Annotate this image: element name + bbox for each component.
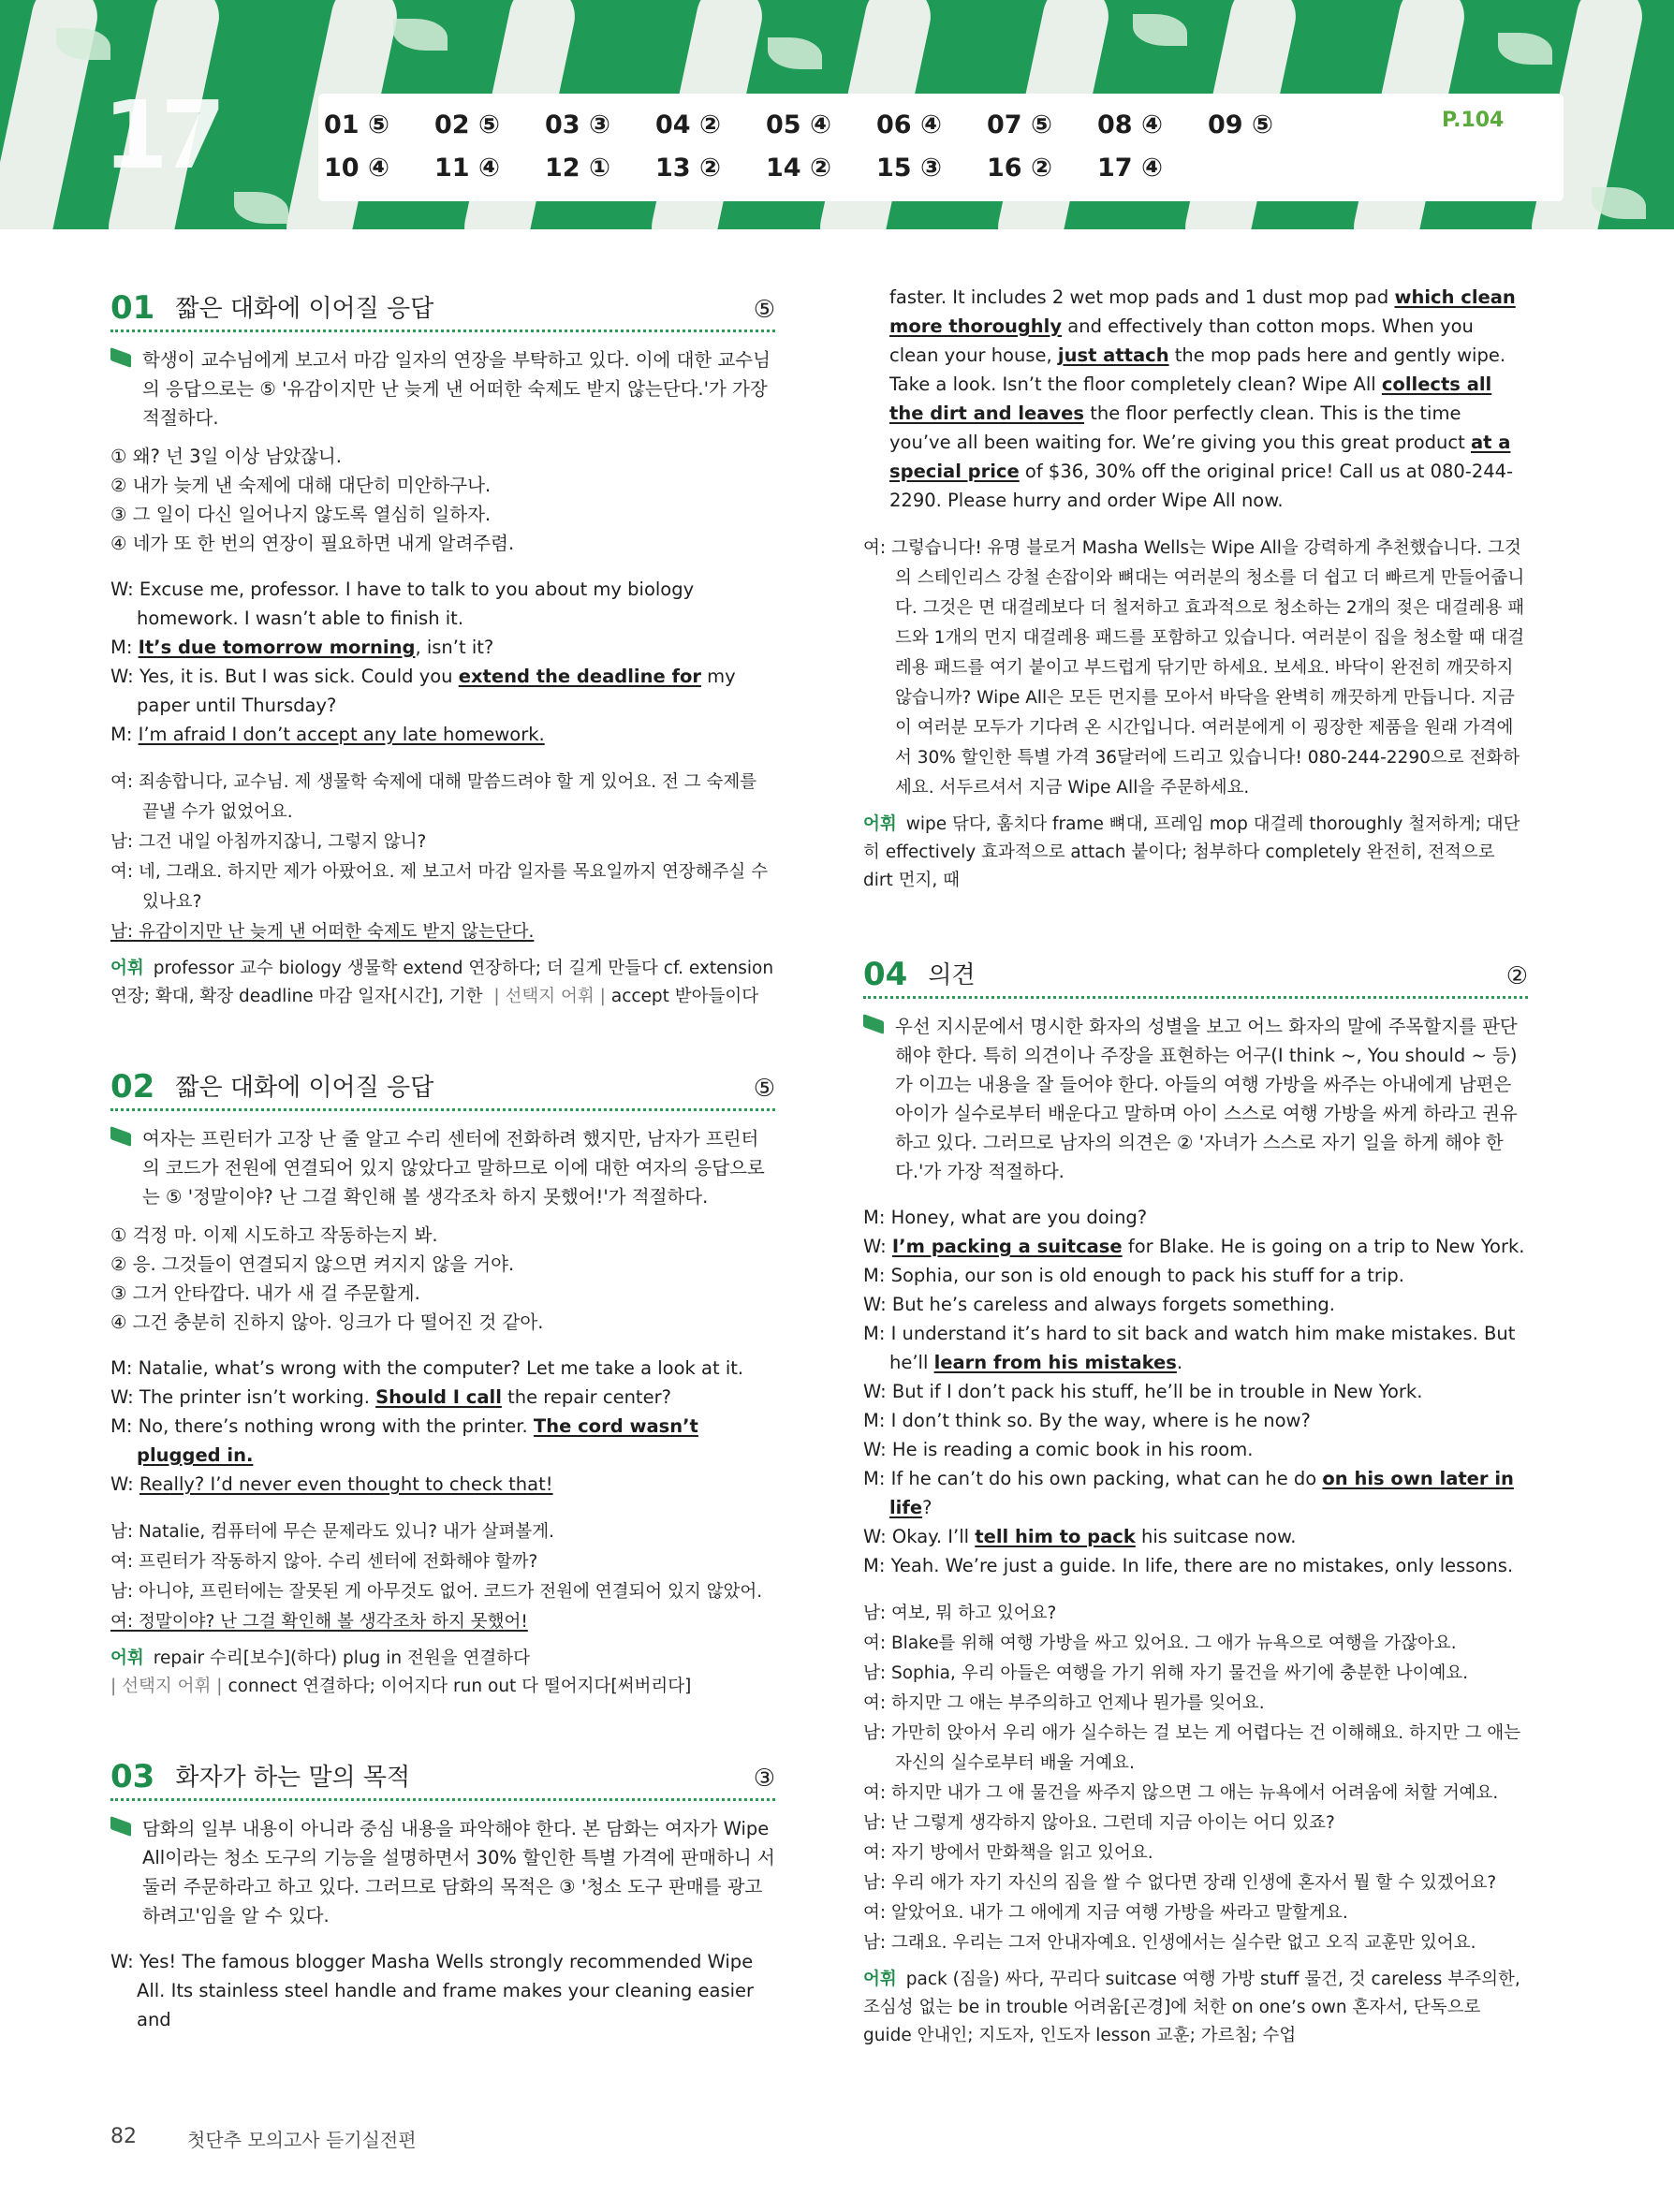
question-answer: ⑤ (753, 1075, 775, 1103)
pen-icon (110, 1816, 131, 1837)
question-header (110, 283, 775, 332)
korean-line: 남: 우리 애가 자기 자신의 짐을 쌀 수 없다면 장래 인생에 혼자서 뭘 할 수 있겠어요? (863, 1873, 1497, 1893)
vocabulary (863, 1966, 1528, 2050)
option: ④ 그건 충분히 진하지 않아. 잉크가 다 떨어진 것 같아. (110, 1311, 544, 1333)
option: ① 걱정 마. 이제 시도하고 작동하는지 봐. (110, 1224, 438, 1246)
korean-line: 여: 죄송합니다, 교수님. 제 생물학 숙제에 대해 말씀드려야 할 게 있어요. 전 그 숙제를 끝낼 수가 없었어요. (110, 772, 757, 822)
question-answer: ② (1505, 962, 1528, 990)
script-line: M: I understand it’s hard to sit back and watch him make mistakes. But he’ll learn from his mistakes. (863, 1323, 1516, 1373)
korean-line: 여: 네, 그래요. 하지만 제가 아팠어요. 제 보고서 마감 일자를 목요일까지 연장해주실 수 있나요? (110, 862, 769, 912)
answer-key-item: 10 ④ (324, 154, 389, 183)
script-line: M: No, there’s nothing wrong with the printer. The cord wasn’t plugged in. (110, 1415, 698, 1466)
korean-line: 여: 하지만 그 애는 부주의하고 언제나 뭔가를 잊어요. (863, 1693, 1265, 1713)
option: ② 내가 늦게 낸 숙제에 대해 대단히 미안하구나. (110, 475, 492, 496)
script-line: W: Really? I’d never even thought to check that! (110, 1473, 553, 1495)
leaf-icon (1498, 33, 1552, 65)
answer-key-item: 04 ② (655, 110, 721, 139)
script-continuation: faster. It includes 2 wet mop pads and 1 dust mop pad which clean more thoroughly and effectively than cotton mops. When you clean your house, just attach the mop pads here and gently wipe. Take a look. Isn’t the floor completely clean? Wipe All collects all the dirt and leaves the floor perfectly clean. This is the time you’ve all been waiting for. We’re giving you this great product at a special price of $36, 30% off the original price! Call us at 080-244-2290. Please hurry and order Wipe All now. (889, 286, 1516, 511)
script-line: W: I’m packing a suitcase for Blake. He is going on a trip to New York. (863, 1236, 1525, 1257)
explanation (110, 1124, 775, 1211)
script-line: W: But he’s careless and always forgets something. (863, 1294, 1335, 1315)
option: ③ 그거 안타깝다. 내가 새 걸 주문할게. (110, 1282, 420, 1304)
script-line: W: The printer isn’t working. Should I call the repair center? (110, 1386, 671, 1408)
dialogue-script (110, 1947, 775, 2034)
answer-key-item: 02 ⑤ (434, 110, 500, 139)
vocab-tag: 어휘 (863, 814, 897, 834)
question-title: 짧은 대화에 이어질 응답 (175, 1073, 434, 1102)
vocab-tag: 어휘 (110, 1648, 144, 1668)
pen-icon (110, 1126, 131, 1147)
vocab-text: professor 교수 biology 생물학 extend 연장하다; 더 길게 만들다 cf. extension 연장; 확대, 확장 deadline 마감 일자[시간], 기한 (110, 959, 774, 1006)
question-number: 02 (110, 1068, 155, 1106)
korean-line: 남: 난 그렇게 생각하지 않아요. 그런데 지금 아이는 어디 있죠? (863, 1813, 1335, 1833)
explanation (110, 1814, 775, 1930)
leaf-icon (393, 19, 448, 51)
leaf-icon (234, 192, 288, 224)
korean-line: 남: 가만히 앉아서 우리 애가 실수하는 걸 보는 게 어렵다는 건 이해해요. 하지만 그 애는 자신의 실수로부터 배울 거예요. (863, 1723, 1521, 1773)
script-line: M: It’s due tomorrow morning, isn’t it? (110, 637, 494, 658)
question-title: 짧은 대화에 이어질 응답 (175, 294, 434, 323)
script-line: W: Okay. I’ll tell him to pack his suitcase now. (863, 1526, 1297, 1547)
answer-key-item: 09 ⑤ (1208, 110, 1273, 139)
question-answer: ⑤ (753, 296, 775, 324)
option: ② 응. 그것들이 연결되지 않으면 켜지지 않을 거야. (110, 1253, 515, 1275)
script-line: M: Natalie, what’s wrong with the computer? Let me take a look at it. (110, 1357, 744, 1379)
answer-key-item: 11 ④ (434, 154, 500, 183)
question-header (863, 949, 1528, 999)
explanation (110, 345, 775, 432)
question-header (110, 1751, 775, 1801)
question-number: 01 (110, 289, 155, 327)
script-line: M: Honey, what are you doing? (863, 1207, 1148, 1228)
korean-line: 남: 그래요. 우리는 그저 안내자예요. 인생에서는 실수란 없고 오직 교훈만 있어요. (863, 1933, 1476, 1953)
page-number: 82 (110, 2125, 137, 2148)
leaf-icon (1133, 14, 1187, 46)
vocab-text: wipe 닦다, 훔치다 frame 뼈대, 프레임 mop 대걸레 thoroughly 철저하게; 대단히 effectively 효과적으로 attach 붙이다; 첨부하다 completely 완전히, 전적으로 dirt 먼지, 때 (863, 814, 1520, 890)
vocabulary (110, 1645, 775, 1701)
script-line: M: If he can’t do his own packing, what can he do on his own later in life? (863, 1468, 1514, 1518)
answer-key-item: 05 ④ (766, 110, 831, 139)
explanation-text: 학생이 교수님에게 보고서 마감 일자의 연장을 부탁하고 있다. 이에 대한 교수님의 응답으로는 ⑤ '유감이지만 난 늦게 낸 어떠한 숙제도 받지 않는단다.'가 가장 적절하다. (142, 349, 771, 429)
korean-translation: 여: 그렇습니다! 유명 블로거 Masha Wells는 Wipe All을 강력하게 추천했습니다. 그것의 스테인리스 강철 손잡이와 뼈대는 여러분의 청소를 더 쉽고 더 빠르게 만들어줍니다. 그것은 면 대걸레보다 더 철저하고 효과적으로 청소하는 2개의 젖은 대걸레용 패드와 1개의 먼지 대걸레용 패드를 포함하고 있습니다. 여러분이 집을 청소할 때 대걸레용 패드를 여기 붙이고 부드럽게 닦기만 하세요. 보세요. 바닥이 완전히 깨끗하지 않습니까? Wipe All은 모든 먼지를 모아서 바닥을 완벽히 깨끗하게 만듭니다. 지금이 여러분 모두가 기다려 온 시간입니다. 여러분에게 이 굉장한 제품을 원래 가격에서 30% 할인한 특별 가격 36달러에 드리고 있습니다! 080-244-2290으로 전화하세요. 서두르셔서 지금 Wipe All을 주문하세요. (863, 538, 1525, 798)
explanation-text: 우선 지시문에서 명시한 화자의 성별을 보고 어느 화자의 말에 주목할지를 판단해야 한다. 특히 의견이나 주장을 표현하는 어구(I think ~, You should ~ 등)가 이끄는 내용을 잘 들어야 한다. 아들의 여행 가방을 싸주는 아내에게 남편은 아이가 실수로부터 배운다고 말하며 아이 스스로 여행 가방을 싸게 하라고 권유하고 있다. 그러므로 남자의 의견은 ② '자녀가 스스로 자기 일을 하게 해야 한다.'가 가장 적절하다. (895, 1016, 1518, 1182)
question-title: 화자가 하는 말의 목적 (175, 1763, 411, 1792)
vocab-text: pack (짐을) 싸다, 꾸리다 suitcase 여행 가방 stuff 물건, 것 careless 부주의한, 조심성 없는 be in trouble 어려움[곤경]에 처한 on one’s own 혼자서, 단독으로 guide 안내인; 지도자, 인도자 lesson 교훈; 가르침; 수업 (863, 1970, 1520, 2045)
script-line: W: He is reading a comic book in his room. (863, 1439, 1254, 1460)
korean-line: 남: Natalie, 컴퓨터에 무슨 문제라도 있니? 내가 살펴볼게. (110, 1522, 554, 1542)
korean-line: 남: Sophia, 우리 아들은 여행을 가기 위해 자기 물건을 싸기에 충분한 나이예요. (863, 1663, 1469, 1683)
option: ③ 그 일이 다신 일어나지 않도록 열심히 일하자. (110, 504, 492, 525)
answer-key-item: 06 ④ (876, 110, 942, 139)
korean-line: 여: Blake를 위해 여행 가방을 싸고 있어요. 그 애가 뉴욕으로 여행을 가잖아요. (863, 1633, 1457, 1653)
korean-line: 여: 프린터가 작동하지 않아. 수리 센터에 전화해야 할까? (110, 1552, 538, 1572)
script-line: W: Yes! The famous blogger Masha Wells strongly recommended Wipe All. Its stainless steel handle and frame makes your cleaning easier and (110, 1951, 755, 2030)
dialogue-script (863, 1203, 1528, 1580)
korean-line: 여: 정말이야? 난 그걸 확인해 볼 생각조차 하지 못했어! (110, 1612, 528, 1632)
question-header (110, 1062, 775, 1111)
selection-vocab-tag: | 선택지 어휘 | (110, 1677, 223, 1696)
korean-line: 남: 여보, 뭐 하고 있어요? (863, 1604, 1057, 1623)
explanation-text: 여자는 프린터가 고장 난 줄 알고 수리 센터에 전화하려 했지만, 남자가 프린터의 코드가 전원에 연결되어 있지 않았다고 말하므로 이에 대한 여자의 응답으로는 ⑤ '정말이야? 난 그걸 확인해 볼 생각조차 하지 못했어!'가 적절하다. (142, 1128, 765, 1208)
option: ① 왜? 넌 3일 이상 남았잖니. (110, 446, 342, 467)
option: ④ 네가 또 한 번의 연장이 필요하면 내게 알려주렴. (110, 533, 515, 554)
korean-line: 남: 그건 내일 아침까지잖니, 그렇지 않니? (110, 832, 427, 852)
answer-key-item: 12 ① (545, 154, 610, 183)
explanation-text: 담화의 일부 내용이 아니라 중심 내용을 파악해야 한다. 본 담화는 여자가 Wipe All이라는 청소 도구의 기능을 설명하면서 30% 할인한 특별 가격에 판매하니 서둘러 주문하라고 하고 있다. 그러므로 담화의 목적은 ③ '청소 도구 판매를 광고하려고'임을 알 수 있다. (142, 1818, 775, 1926)
script-line: W: Excuse me, professor. I have to talk to you about my biology homework. I wasn’t able to finish it. (110, 579, 695, 629)
vocab-tag: 어휘 (863, 1970, 897, 1989)
selection-vocab-text: accept 받아들이다 (610, 987, 759, 1006)
vocabulary (110, 955, 775, 1011)
question-answer: ③ (753, 1765, 775, 1793)
korean-line: 여: 자기 방에서 만화책을 읽고 있어요. (863, 1843, 1153, 1863)
script-line: M: Sophia, our son is old enough to pack his stuff for a trip. (863, 1265, 1404, 1286)
script-line: M: I don’t think so. By the way, where is he now? (863, 1410, 1311, 1431)
right-column (863, 283, 1528, 2050)
vocab-tag: 어휘 (110, 959, 144, 978)
script-line: W: But if I don’t pack his stuff, he’ll be in trouble in New York. (863, 1381, 1423, 1402)
book-title: 첫단추 모의고사 듣기실전편 (187, 2129, 417, 2151)
chapter-number: 17 (103, 81, 219, 190)
question-title: 의견 (928, 960, 976, 989)
answer-key-item: 03 ③ (545, 110, 610, 139)
korean-line: 남: 유감이지만 난 늦게 낸 어떠한 숙제도 받지 않는단다. (110, 922, 535, 942)
script-line: W: Yes, it is. But I was sick. Could you extend the deadline for my paper until Thursday? (110, 666, 736, 716)
answer-key-item: 17 ④ (1097, 154, 1163, 183)
left-column (110, 283, 775, 2034)
leaf-icon (768, 37, 822, 69)
pen-icon (863, 1014, 884, 1034)
dialogue-script (110, 575, 775, 749)
question-number: 03 (110, 1758, 155, 1795)
answer-key-item: 01 ⑤ (324, 110, 389, 139)
answer-key-item: 14 ② (766, 154, 831, 183)
selection-vocab-tag: | 선택지 어휘 | (493, 987, 606, 1006)
korean-line: 여: 하지만 내가 그 애 물건을 싸주지 않으면 그 애는 뉴욕에서 어려움에 처할 거예요. (863, 1783, 1499, 1803)
explanation (863, 1012, 1528, 1186)
question-number: 04 (863, 956, 908, 993)
selection-vocab-text: connect 연결하다; 이어지다 run out 다 떨어지다[써버리다] (228, 1677, 692, 1696)
answer-key-item: 07 ⑤ (987, 110, 1052, 139)
answer-key-item: 15 ③ (876, 154, 942, 183)
vocabulary (863, 811, 1528, 895)
pen-icon (110, 347, 131, 368)
page-reference: P.104 (1442, 109, 1505, 132)
script-line: M: I’m afraid I don’t accept any late homework. (110, 724, 545, 745)
dialogue-script (110, 1354, 775, 1499)
korean-line: 남: 아니야, 프린터에는 잘못된 게 아무것도 없어. 코드가 전원에 연결되어 있지 않았어. (110, 1582, 763, 1602)
answer-key-item: 13 ② (655, 154, 721, 183)
header-banner (0, 0, 1674, 229)
script-line: M: Yeah. We’re just a guide. In life, there are no mistakes, only lessons. (863, 1555, 1514, 1576)
korean-line: 여: 알았어요. 내가 그 애에게 지금 여행 가방을 싸라고 말할게요. (863, 1903, 1348, 1923)
vocab-text: repair 수리[보수](하다) plug in 전원을 연결하다 (153, 1648, 530, 1668)
answer-key-item: 16 ② (987, 154, 1052, 183)
answer-key-item: 08 ④ (1097, 110, 1163, 139)
